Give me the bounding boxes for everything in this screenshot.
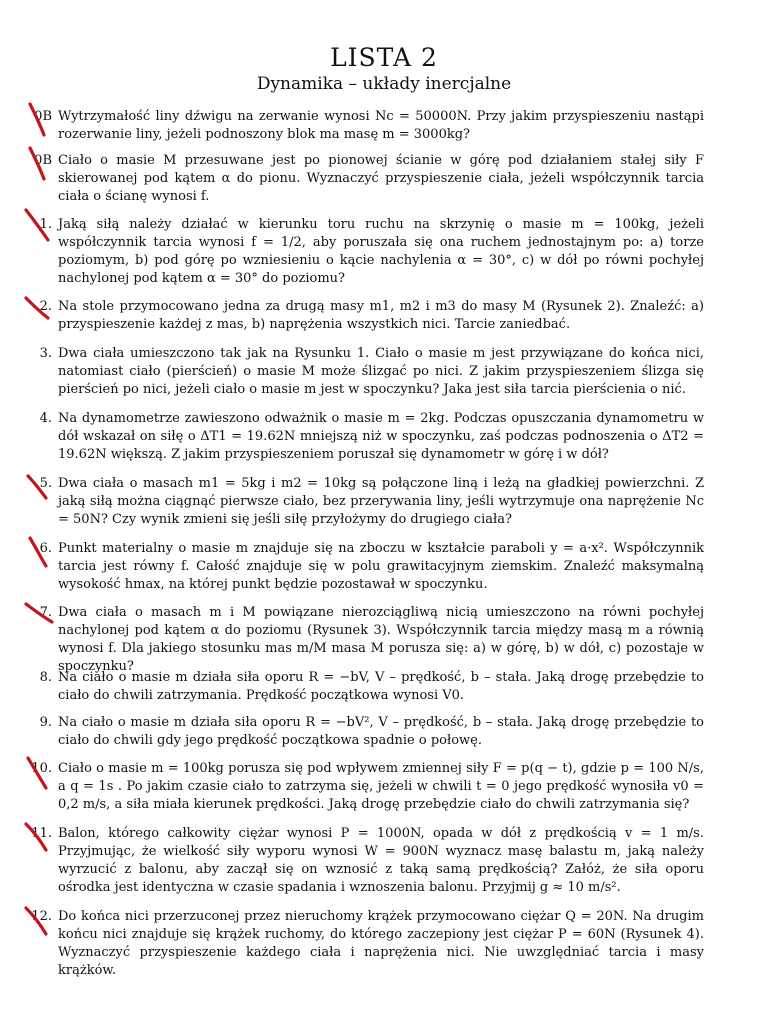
- problem-number: 0B: [34, 109, 52, 124]
- page-title: LISTA 2: [330, 43, 438, 72]
- problem-text: Dwa ciała o masach m1 = 5kg i m2 = 10kg są połączone liną i leżą na gładkiej powierzchni. Z jaką siłą można ciągnąć pierwsze ciało, bez przerywania liny, jeśli wytrzymuje ona naprężenie Nc = 50N? Czy wynik zmieni się jeśli siłę przyłożymy do drugiego ciała?: [58, 476, 704, 527]
- problem-text: Na ciało o masie m działa siła oporu R = −bV, V – prędkość, b – stała. Jaką drogę przebędzie to ciało do chwili zatrzymania. Prędkość początkowa wynosi V0.: [58, 670, 704, 703]
- problem-11: [24, 825, 704, 897]
- problem-7: [24, 604, 704, 676]
- problem-text: Punkt materialny o masie m znajduje się na zboczu w kształcie paraboli y = a·x². Współczynnik tarcia jest równy f. Całość znajduje się w polu grawitacyjnym ziemskim. Znaleźć maksymalną wysokość hmax, na której punkt będzie pozostawał w spoczynku.: [58, 541, 704, 592]
- problem-9: [24, 714, 704, 750]
- problem-number: 7.: [39, 605, 52, 620]
- problem-text: Ciało o masie m = 100kg porusza się pod wpływem zmiennej siły F = p(q − t), gdzie p = 100 N/s, a q = 1s . Po jakim czasie ciało to zatrzyma się, jeżeli w chwili t = 0 jego prędkość wynosiła v0 = 0,2 m/s, a siła miała kierunek prędkości. Jaką drogę przebędzie ciało do chwili zatrzymania się?: [58, 761, 704, 812]
- problem-number: 4.: [39, 411, 52, 426]
- problem-1: [24, 216, 704, 288]
- problem-number: 0B: [34, 153, 52, 168]
- problem-number: 8.: [39, 670, 52, 685]
- problem-4: [24, 410, 704, 464]
- problem-number: 3.: [39, 346, 52, 361]
- problem-12: [24, 908, 704, 980]
- problem-8: [24, 669, 704, 705]
- problem-number: 11.: [31, 826, 52, 841]
- problem-10: [24, 760, 704, 814]
- problem-number: 12.: [31, 909, 52, 924]
- problem-number: 9.: [39, 715, 52, 730]
- problem-3: [24, 345, 704, 399]
- problem-text: Ciało o masie M przesuwane jest po pionowej ścianie w górę pod działaniem stałej siły F skierowanej pod kątem α do pionu. Wyznaczyć przyspieszenie ciała, jeżeli współczynnik tarcia ciała o ścianę wynosi f.: [58, 153, 704, 204]
- problem-number: 6.: [39, 541, 52, 556]
- problem-text: Dwa ciała o masach m i M powiązane nierozciągliwą nicią umieszczono na równi pochyłej nachylonej pod kątem α do poziomu (Rysunek 3). Współczynnik tarcia między masą m a równią wynosi f. Dla jakiego stosunku mas m/M masa M porusza się: a) w górę, b) w dół, c) pozostaje w spoczynku?: [58, 605, 704, 674]
- page-subtitle: Dynamika – układy inercjalne: [256, 74, 512, 94]
- problem-text: Na stole przymocowano jedna za drugą masy m1, m2 i m3 do masy M (Rysunek 2). Znaleźć: a) przyspieszenie każdej z mas, b) naprężenia wszystkich nici. Tarcie zaniedbać.: [58, 299, 704, 332]
- problem-0b-first: [24, 108, 704, 144]
- problem-text: Na dynamometrze zawieszono odważnik o masie m = 2kg. Podczas opuszczania dynamometru w dół wskazał on siłę o ΔT1 = 19.62N mniejszą niż w spoczynku, zaś podczas podnoszenia o ΔT2 = 19.62N większą. Z jakim przyspieszeniem poruszał się dynamometr w górę i w dół?: [58, 411, 704, 462]
- problem-5: [24, 475, 704, 529]
- problem-text: Na ciało o masie m działa siła oporu R = −bV², V – prędkość, b – stała. Jaką drogę przebędzie to ciało do chwili gdy jego prędkość początkowa spadnie o połowę.: [58, 715, 704, 748]
- problem-number: 2.: [39, 299, 52, 314]
- problem-text: Balon, którego całkowity ciężar wynosi P = 1000N, opada w dół z prędkością v = 1 m/s. Przyjmując, że wielkość siły wyporu wynosi W = 900N wyznacz masę balastu m, jaką należy wyrzucić z balonu, aby zaczął się on wznosić z taką samą prędkością? Załóż, że siła oporu ośrodka jest identyczna w czasie spadania i wznoszenia balonu. Przyjmij g ≈ 10 m/s².: [58, 826, 704, 895]
- problem-text: Dwa ciała umieszczono tak jak na Rysunku 1. Ciało o masie m jest przywiązane do końca nici, natomiast ciało (pierścień) o masie M może ślizgać po nici. Z jakim przyspieszeniem ślizga się pierścień po nici, jeżeli ciało o masie m jest w spoczynku? Jaka jest siła tarcia pierścienia o nić.: [58, 346, 704, 397]
- problem-0b-second: [24, 152, 704, 206]
- problem-number: 1.: [39, 217, 52, 232]
- problem-number: 10.: [31, 761, 52, 776]
- problem-text: Wytrzymałość liny dźwigu na zerwanie wynosi Nc = 50000N. Przy jakim przyspieszeniu nastąpi rozerwanie liny, jeżeli podnoszony blok ma masę m = 3000kg?: [58, 109, 704, 142]
- problem-6: [24, 540, 704, 594]
- problem-number: 5.: [39, 476, 52, 491]
- problem-text: Do końca nici przerzuconej przez nieruchomy krążek przymocowano ciężar Q = 20N. Na drugim końcu nici znajduje się krążek ruchomy, do którego zaczepiony jest ciężar P = 60N (Rysunek 4). Wyznaczyć przyspieszenie każdego ciała i naprężenia nici. Nie uwzględniać tarcia i masy krążków.: [58, 909, 704, 978]
- problem-2: [24, 298, 704, 334]
- problem-text: Jaką siłą należy działać w kierunku toru ruchu na skrzynię o masie m = 100kg, jeżeli współczynnik tarcia wynosi f = 1/2, aby poruszała się ona ruchem jednostajnym po: a) torze poziomym, b) pod górę po wzniesieniu o kącie nachylenia α = 30°, c) w dół po równi pochyłej nachylonej pod kątem α = 30° do poziomu?: [58, 217, 704, 286]
